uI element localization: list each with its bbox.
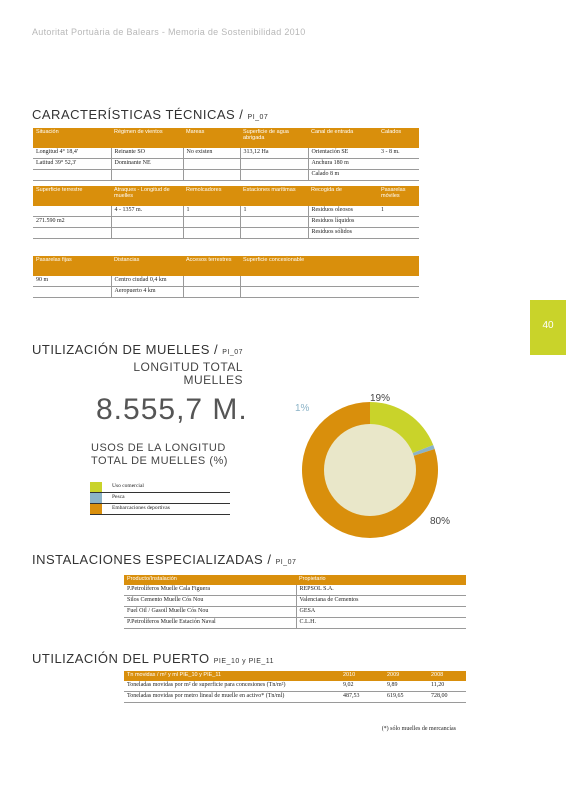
- table-cell: Aeropuerto 4 km: [111, 287, 183, 298]
- table-cell: Toneladas movidas por m² de superficie para concesiones (Tn/m²): [124, 681, 340, 692]
- pct-label-commercial: 19%: [370, 393, 391, 404]
- header-cell: Canal de entrada: [308, 128, 378, 148]
- table-cell: Valenciana de Cementos: [296, 596, 466, 607]
- longitud-label-line1: LONGITUD TOTAL: [133, 360, 243, 374]
- technical-table-3: [33, 256, 419, 298]
- table-cell: [240, 228, 308, 239]
- technical-table-2-header: [33, 186, 419, 206]
- table-cell: Residuos sólidos: [308, 228, 378, 239]
- table-cell: [33, 228, 111, 239]
- table-row: [33, 276, 419, 287]
- puerto-title-text: UTILIZACIÓN DEL PUERTO: [32, 651, 210, 666]
- header-cell: Accesos terrestres: [183, 256, 240, 276]
- especializadas-title-text: INSTALACIONES ESPECIALIZADAS /: [32, 552, 272, 567]
- table-cell: 9,89: [384, 681, 428, 692]
- table-cell: Orientación SE: [308, 148, 378, 159]
- table-cell: GESA: [296, 607, 466, 618]
- table-cell: P.Petrolíferos Muelle Cala Figuera: [124, 585, 296, 596]
- header-cell: Recogida de: [308, 186, 378, 206]
- table-cell: Calado 8 m: [308, 170, 378, 181]
- especializadas-table: [124, 575, 466, 629]
- table-cell: 271.590 m2: [33, 217, 111, 228]
- technical-table-1: [33, 128, 419, 181]
- longitud-total-label: [100, 361, 243, 387]
- table-cell: [183, 287, 240, 298]
- table-cell: Dominante NE: [111, 159, 183, 170]
- header-cell: Pasarelas fijas: [33, 256, 111, 276]
- table-cell: 90 m: [33, 276, 111, 287]
- muelles-title-text: UTILIZACIÓN DE MUELLES /: [32, 342, 219, 357]
- table-cell: [33, 287, 111, 298]
- table-cell: [111, 217, 183, 228]
- table-cell: [33, 206, 111, 217]
- header-cell: Producto/Instalación: [124, 575, 296, 585]
- especializadas-table-header: [124, 575, 466, 585]
- header-cell: Pasarelas móviles: [378, 186, 419, 206]
- table-cell: [183, 217, 240, 228]
- table-cell: 11,20: [428, 681, 466, 692]
- puerto-footnote: (*) sólo muelles de mercancías: [381, 726, 456, 732]
- table-row: [124, 681, 466, 692]
- document-header-title: Autoritat Portuària de Balears - Memoria de Sostenibilidad 2010: [32, 27, 306, 37]
- header-cell: Tn movidas / m² y ml PIE_10 y PIE_11: [124, 671, 340, 681]
- page-number-tab: [530, 300, 566, 355]
- table-cell: [240, 170, 308, 181]
- table-cell: [240, 159, 308, 170]
- table-cell: 1: [183, 206, 240, 217]
- table-cell: [183, 159, 240, 170]
- table-cell: No existen: [183, 148, 240, 159]
- usos-donut-chart: [300, 400, 440, 540]
- technical-table-1-header: [33, 128, 419, 148]
- table-row: [124, 596, 466, 607]
- table-cell: [111, 170, 183, 181]
- table-row: [33, 228, 419, 239]
- table-row: [124, 692, 466, 703]
- puerto-title: [32, 651, 274, 666]
- table-cell: Fuel Oil / Gasoil Muelle Cós Nou: [124, 607, 296, 618]
- table-cell: [183, 276, 240, 287]
- table-cell: 9,02: [340, 681, 384, 692]
- table-row: [33, 148, 419, 159]
- legend-swatch-commercial: [90, 482, 102, 492]
- pct-label-fishing: 1%: [295, 403, 310, 414]
- table-row: [124, 607, 466, 618]
- longitud-total-value: 8.555,7 M.: [96, 393, 248, 426]
- table-cell: Reinante SO: [111, 148, 183, 159]
- table-cell: 313,12 Ha: [240, 148, 308, 159]
- header-cell: Régimen de vientos: [111, 128, 183, 148]
- especializadas-ref: PI_07: [275, 559, 297, 566]
- table-cell: 487,53: [340, 692, 384, 703]
- table-cell: Latitud 39° 52,3': [33, 159, 111, 170]
- caracteristicas-title: [32, 107, 268, 122]
- table-cell: 619,65: [384, 692, 428, 703]
- table-cell: Residuos oleosos: [308, 206, 378, 217]
- legend-swatch-sport: [90, 504, 102, 514]
- table-cell: Toneladas movidas por metro lineal de muelle en activo* (Tn/ml): [124, 692, 340, 703]
- table-cell: [378, 217, 419, 228]
- puerto-table: [124, 671, 466, 703]
- legend-label-fishing: Pesca: [112, 494, 125, 500]
- table-cell: 728,00: [428, 692, 466, 703]
- puerto-ref: PIE_10 y PIE_11: [213, 658, 275, 665]
- longitud-label-line2: MUELLES: [183, 373, 243, 387]
- table-cell: Residuos líquidos: [308, 217, 378, 228]
- table-row: [33, 206, 419, 217]
- legend-swatch-fishing: [90, 493, 102, 503]
- usos-title: [91, 442, 228, 468]
- legend-label-sport: Embarcaciones deportivas: [112, 505, 170, 511]
- header-cell: Situación: [33, 128, 111, 148]
- donut-center: [324, 424, 416, 516]
- table-row: [33, 170, 419, 181]
- table-cell: [111, 228, 183, 239]
- header-cell: Distancias: [111, 256, 183, 276]
- table-cell: Anchura 180 m: [308, 159, 378, 170]
- pct-label-sport: 80%: [430, 516, 451, 527]
- legend-item-commercial: [90, 482, 230, 493]
- table-cell: [378, 228, 419, 239]
- table-cell: C.L.H.: [296, 618, 466, 629]
- table-cell: REPSOL S.A.: [296, 585, 466, 596]
- header-cell: 2009: [384, 671, 428, 681]
- usos-legend: [90, 482, 230, 515]
- table-cell: P.Petrolíferos Muelle Estación Naval: [124, 618, 296, 629]
- table-cell: [378, 170, 419, 181]
- header-cell: Remolcadores: [183, 186, 240, 206]
- header-cell: Superficie concesionable: [240, 256, 419, 276]
- technical-table-3-header: [33, 256, 419, 276]
- table-cell: [240, 276, 419, 287]
- table-cell: Silos Cemento Muelle Cós Nou: [124, 596, 296, 607]
- technical-table-2: [33, 186, 419, 239]
- header-cell: Mareas: [183, 128, 240, 148]
- table-cell: [240, 217, 308, 228]
- legend-item-fishing: [90, 493, 230, 504]
- table-cell: Longitud 4° 18,4': [33, 148, 111, 159]
- table-cell: [378, 159, 419, 170]
- table-cell: [33, 170, 111, 181]
- legend-item-sport: [90, 504, 230, 515]
- table-row: [124, 585, 466, 596]
- header-cell: Atraques - Longitud de muelles: [111, 186, 183, 206]
- page-number: 40: [542, 320, 554, 331]
- table-cell: 1: [240, 206, 308, 217]
- header-cell: Propietario: [296, 575, 466, 585]
- header-cell: Calados: [378, 128, 419, 148]
- table-cell: 4 - 1357 m.: [111, 206, 183, 217]
- table-row: [33, 159, 419, 170]
- table-cell: [240, 287, 419, 298]
- header-cell: Superficie terrestre: [33, 186, 111, 206]
- table-cell: 3 - 8 m.: [378, 148, 419, 159]
- table-cell: [183, 228, 240, 239]
- table-cell: [183, 170, 240, 181]
- caracteristicas-title-text: CARACTERÍSTICAS TÉCNICAS /: [32, 107, 244, 122]
- muelles-ref: PI_07: [222, 349, 244, 356]
- legend-label-commercial: Uso comercial: [112, 483, 144, 489]
- usos-title-line2: TOTAL DE MUELLES (%): [91, 455, 228, 467]
- usos-title-line1: USOS DE LA LONGITUD: [91, 442, 226, 454]
- especializadas-title: [32, 552, 296, 567]
- header-cell: 2010: [340, 671, 384, 681]
- header-cell: Estaciones marítimas: [240, 186, 308, 206]
- header-cell: 2008: [428, 671, 466, 681]
- table-cell: Centro ciudad 0,4 km: [111, 276, 183, 287]
- muelles-title: [32, 342, 243, 357]
- puerto-table-header: [124, 671, 466, 681]
- table-row: [33, 217, 419, 228]
- table-cell: 1: [378, 206, 419, 217]
- caracteristicas-ref: PI_07: [247, 114, 269, 121]
- table-row: [124, 618, 466, 629]
- header-cell: Superficie de agua abrigada: [240, 128, 308, 148]
- table-row: [33, 287, 419, 298]
